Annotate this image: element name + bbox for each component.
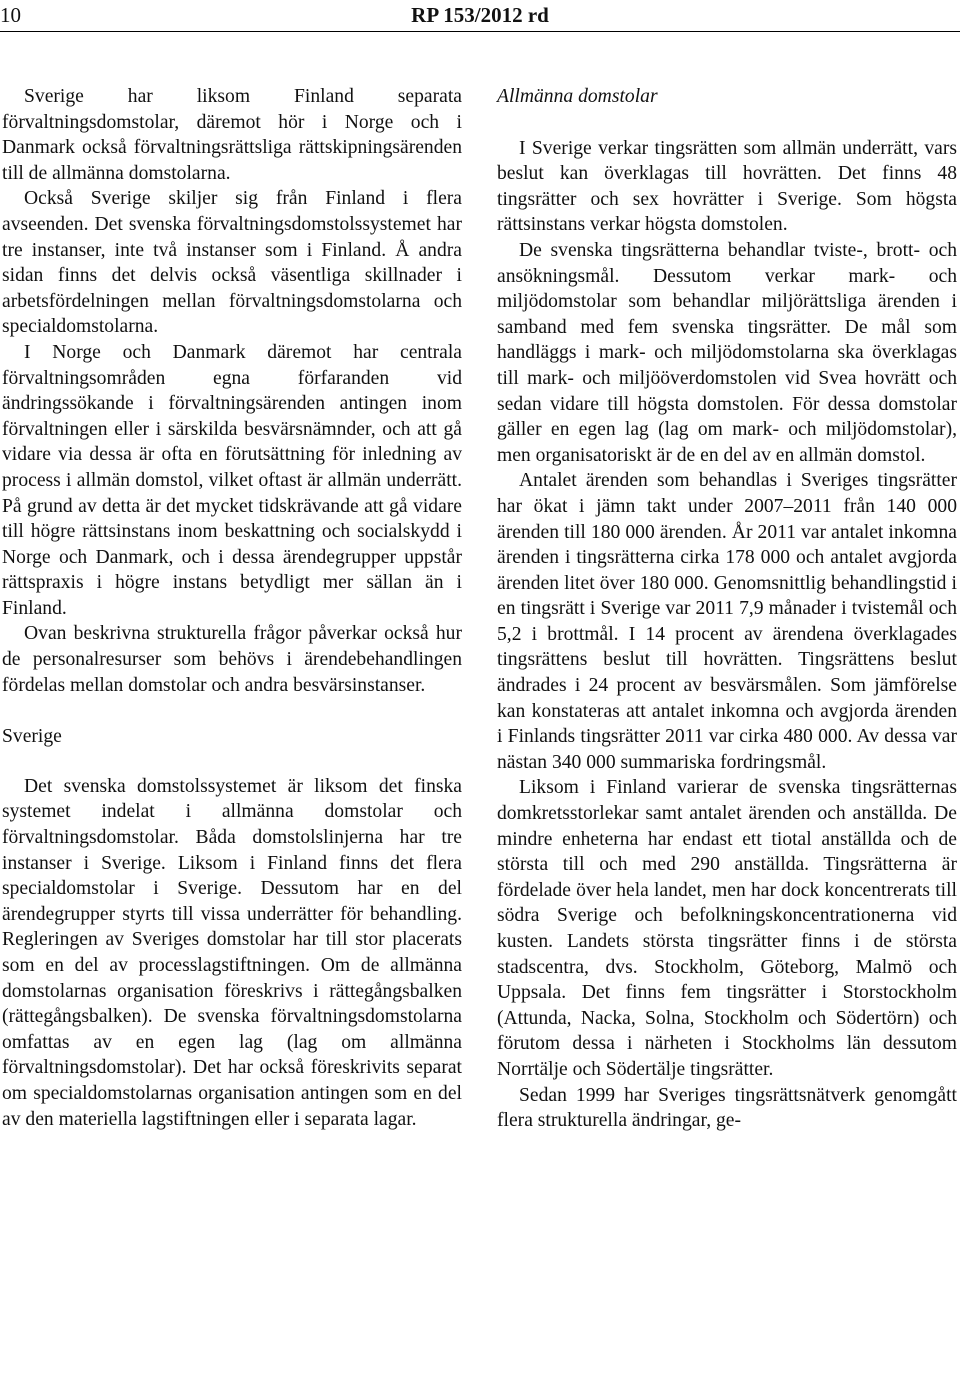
paragraph: I Norge och Danmark däremot har centrala förvaltningsområden egna förfaranden vid ändringssökande i förvaltningsärenden antingen inom förvaltningen eller i särskilda besvärsnämnder, och att gå vidare via dessa är ofta en förutsättning för inledning av process i allmän domstol, vilket oftast är allmän underrätt. På grund av detta är det mycket tidskrävande att gå vidare till högre rättsinstans inom beskattning och socialskydd i Norge och Danmark, och i dessa ärendegrupper uppstår rättspraxis i högre instans betydligt mer sällan än i Finland.	[2, 341, 462, 619]
section-heading-allmanna-domstolar: Allmänna domstolar	[497, 86, 658, 107]
section-heading-sverige: Sverige	[2, 726, 62, 748]
header-divider	[0, 31, 960, 32]
paragraph: Sedan 1999 har Sveriges tingsrättsnätverk genomgått flera strukturella ändringar, ge-	[497, 1084, 957, 1132]
paragraph: Sverige har liksom Finland separata förvaltningsdomstolar, däremot hör i Norge och i Danmark också förvaltningsrättsliga rättskipningsärenden till de allmänna domstolarna.	[2, 86, 462, 184]
left-column	[2, 84, 462, 1132]
paragraph: Liksom i Finland varierar de svenska tingsrätternas domkretsstorlekar samt antalet ärenden och anställda. De mindre enheterna har endast ett tiotal anställda och de största till och med 290 anställda. Tingsrätterna är fördelade över hela landet, men har dock koncentrerats till södra Sverige och befolkningskoncentrationerna vid kusten. Landets största tingsrätter finns i de största stadscentra, dvs. Stockholm, Göteborg, Malmö och Uppsala. Det finns fem tingsrätter i Storstockholm (Attunda, Nacka, Solna, Stockholm och Södertörn) och förutom dessa i närheten i Stockholms län dessutom Norrtälje och Södertälje tingsrätter.	[497, 777, 957, 1080]
paragraph: Det svenska domstolssystemet är liksom det finska systemet indelat i allmänna domstolar och förvaltningsdomstolar. Båda domstolslinjerna har tre instanser i Sverige. Liksom i Finland finns det flera specialdomstolar i Sverige. Dessutom har en del ärendegrupper styrts till vissa underrätter för behandling. Regleringen av Sveriges domstolar har till stor placerats som en del av processlagstiftningen. Om de allmänna domstolarnas organisation föreskrivs i rättegångsbalken (rättegångsbalken). De svenska förvaltningsdomstolarna omfattas av en egen lag (lag om allmänna förvaltningsdomstolar). Det har också föreskrivits separat om specialdomstolarnas organisation antingen som en del av den materiella lagstiftningen eller i separata lagar.	[2, 775, 462, 1130]
page-number: 10	[0, 3, 21, 27]
paragraph: Också Sverige skiljer sig från Finland i flera avseenden. Det svenska förvaltningsdomstolssystemet har tre instanser, inte två instanser som i Finland. Å andra sidan finns det delvis också väsentliga skillnader i arbetsfördelningen mellan förvaltningsdomstolarna och specialdomstolarna.	[2, 188, 462, 338]
document-reference: RP 153/2012 rd	[411, 3, 549, 27]
paragraph: I Sverige verkar tingsrätten som allmän underrätt, vars beslut kan överklagas till hovrätten. Det finns 48 tingsrätter och sex hovrätter i Sverige. Som högsta rättsinstans verkar högsta domstolen.	[497, 137, 957, 236]
page-header	[0, 0, 960, 32]
paragraph: Antalet ärenden som behandlas i Sveriges tingsrätter har ökat i jämn takt under 2007–2011 från 140 000 ärenden till 180 000 ärenden. År 2011 var antalet inkomna ärenden i tingsrätterna cirka 178 000 och antalet avgjorda ärenden litet över 180 000. Genomsnittlig behandlingstid i en tingsrätt i Sverige var 2011 7,9 månader i tvistemål och 5,2 i brottmål. I 14 procent av ärendena överklagades tingsrättens beslut till hovrätten. Tingsrättens beslut ändrades i 24 procent av besvärsmålen. Som jämförelse kan konstateras att antalet inkomna och avgjorda ärenden i Finlands tingsrätter 2011 var cirka 480 000. Av dessa var nästan 340 000 summariska fordringsmål.	[497, 470, 957, 773]
right-column	[497, 84, 957, 1134]
paragraph: De svenska tingsrätterna behandlar tviste-, brott- och ansökningsmål. Dessutom verkar mark- och miljödomstolar som behandlar miljörättsliga ärenden i samband med fem svenska tingsrätter. De mål som handläggs i mark- och miljödomstolarna ska överklagas till mark- och miljööverdomstolen vid Svea hovrätt och sedan vidare till högsta domstolen. För dessa domstolar gäller en egen lag (lag om mark- och miljödomstolar), men organisatoriskt är de en del av en allmän domstol.	[497, 239, 957, 466]
paragraph: Ovan beskrivna strukturella frågor påverkar också hur de personalresurser som behövs i ärendebehandlingen fördelas mellan domstolar och andra besvärsinstanser.	[2, 623, 462, 696]
